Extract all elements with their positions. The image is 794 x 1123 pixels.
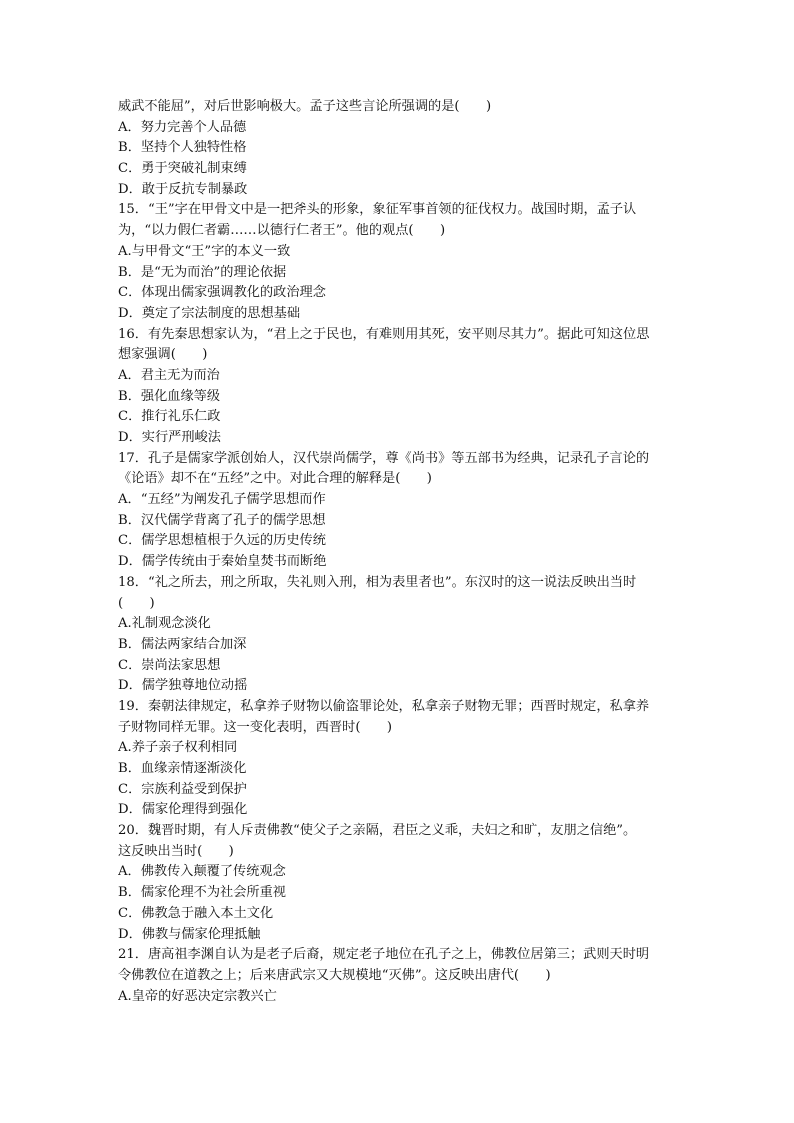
text-line: D．奠定了宗法制度的思想基础 — [118, 305, 301, 321]
text-line: A．君主无为而治 — [118, 367, 220, 383]
text-line: 16．有先秦思想家认为，“君上之于民也，有难则用其死，安平则尽其力”。据此可知这位思 — [118, 326, 650, 342]
text-line: C．体现出儒家强调教化的政治理念 — [118, 285, 326, 301]
text-line: D．儒学传统由于秦始皇焚书而断绝 — [118, 554, 327, 570]
text-line: B．汉代儒学背离了孔子的儒学思想 — [118, 512, 326, 528]
text-line: 这反映出当时( ) — [118, 843, 234, 859]
text-line: D．敢于反抗专制暴政 — [118, 181, 248, 197]
text-line: A.皇帝的好恶决定宗教兴亡 — [118, 988, 277, 1004]
text-line: 18．“礼之所去，刑之所取，失礼则入刑，相为表里者也”。东汉时的这一说法反映出当时 — [118, 574, 637, 590]
text-line: A.礼制观念淡化 — [118, 616, 211, 632]
text-line: B．血缘亲情逐渐淡化 — [118, 761, 247, 776]
text-line: B．是“无为而治”的理论依据 — [118, 264, 287, 280]
text-line: 子财物同样无罪。这一变化表明，西晋时( ) — [118, 719, 393, 735]
text-line: A．“五经”为阐发孔子儒学思想而作 — [118, 492, 326, 508]
text-line: D．儒家伦理得到强化 — [118, 802, 248, 818]
text-line: 17．孔子是儒家学派创始人，汉代崇尚儒学，尊《尚书》等五部书为经典，记录孔子言论的 — [118, 450, 650, 466]
text-line: B．强化血缘等级 — [118, 388, 221, 404]
text-line: 想家强调( ) — [118, 347, 208, 363]
text-line: D．儒学独尊地位动摇 — [118, 678, 248, 694]
text-line: C．儒学思想植根于久远的历史传统 — [118, 533, 326, 549]
exam-text — [118, 97, 680, 1007]
text-line: 令佛教位在道教之上；后来唐武宗又大规模地“灭佛”。这反映出唐代( ) — [118, 967, 551, 983]
text-line: B．儒家伦理不为社会所重视 — [118, 885, 286, 901]
text-line: C．佛教急于融入本土文化 — [118, 905, 274, 921]
text-line: 19．秦朝法律规定，私拿养子财物以偷盗罪论处，私拿亲子财物无罪；西晋时规定，私拿养 — [118, 698, 650, 714]
text-line: C．崇尚法家思想 — [118, 657, 221, 673]
text-line: C．勇于突破礼制束缚 — [118, 161, 247, 177]
text-line: 15．“王”字在甲骨文中是一把斧头的形象，象征军事首领的征伐权力。战国时期，孟子认 — [118, 202, 637, 218]
text-line: 20．魏晋时期，有人斥责佛教“使父子之亲隔，君臣之义乖，夫妇之和旷，友朋之信绝”。 — [118, 823, 637, 839]
text-line: B．儒法两家结合加深 — [118, 636, 247, 652]
text-line: 为，“以力假仁者霸……以德行仁者王”。他的观点( ) — [118, 223, 446, 239]
text-line: C．宗族利益受到保护 — [118, 781, 247, 797]
text-line: ( ) — [118, 595, 155, 611]
text-line: C．推行礼乐仁政 — [118, 409, 221, 425]
text-line: A.养子亲子权利相同 — [118, 740, 238, 756]
text-line: 《论语》却不在“五经”之中。对此合理的解释是( ) — [118, 471, 432, 487]
text-line: 21．唐高祖李渊自认为是老子后裔，规定老子地位在孔子之上，佛教位居第三；武则天时明 — [118, 947, 650, 963]
text-line: 威武不能屈”，对后世影响极大。孟子这些言论所强调的是( ) — [118, 99, 492, 114]
text-line: A.与甲骨文“王”字的本义一致 — [118, 243, 291, 259]
text-line: B．坚持个人独特性格 — [118, 140, 247, 156]
text-line: A．佛教传入颠覆了传统观念 — [118, 864, 286, 880]
text-line: D．实行严刑峻法 — [118, 430, 221, 445]
text-line: A．努力完善个人品德 — [118, 119, 247, 135]
text-line: D．佛教与儒家伦理抵触 — [118, 926, 261, 942]
